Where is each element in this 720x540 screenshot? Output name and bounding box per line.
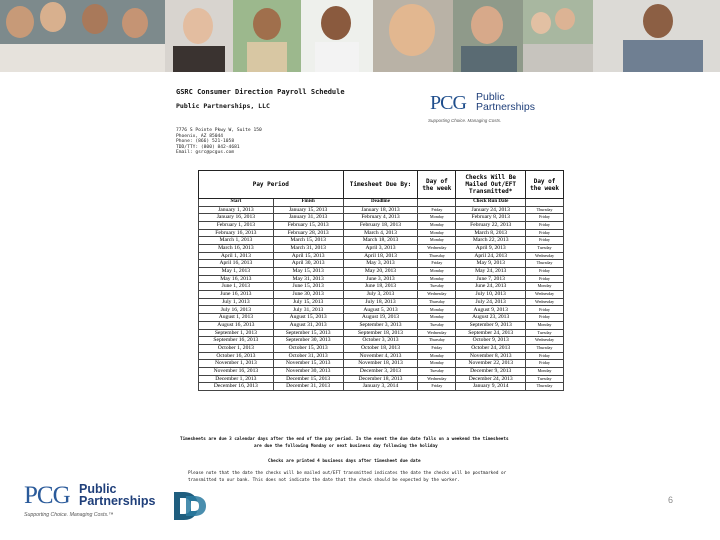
check-date-cell: December 9, 2013	[456, 367, 526, 375]
start-cell: March 1, 2013	[199, 237, 274, 245]
slide-number: 6	[668, 495, 674, 505]
document-title: GSRC Consumer Direction Payroll Schedule	[176, 88, 345, 96]
day-cell: Wednesday	[526, 298, 564, 306]
company-name: Public Partnerships, LLC	[176, 102, 270, 110]
photo-family	[523, 0, 593, 72]
table-row	[199, 337, 564, 345]
day-cell: Tuesday	[418, 283, 456, 291]
start-cell: October 1, 2013	[199, 344, 274, 352]
day-cell: Monday	[418, 237, 456, 245]
logo-brand	[476, 92, 556, 112]
day-cell: Thursday	[526, 344, 564, 352]
deadline-cell: December 18, 2013	[343, 375, 418, 383]
dd-logo-icon	[172, 490, 208, 522]
check-date-cell: February 8, 2013	[456, 214, 526, 222]
check-date-cell: September 9, 2013	[456, 321, 526, 329]
photo-man	[453, 0, 523, 72]
day-cell: Monday	[526, 367, 564, 375]
day-cell: Monday	[418, 352, 456, 360]
check-date-cell: July 10, 2013	[456, 291, 526, 299]
table-row	[199, 344, 564, 352]
day-cell: Wednesday	[526, 252, 564, 260]
day-cell: Wednesday	[526, 291, 564, 299]
check-date-cell: January 24, 2013	[456, 206, 526, 214]
finish-cell: May 31, 2013	[273, 275, 343, 283]
check-date-cell: July 24, 2013	[456, 298, 526, 306]
check-date-cell: April 9, 2013	[456, 244, 526, 252]
address-line: Phoenix, AZ 85044	[176, 133, 224, 139]
deadline-cell: July 3, 2013	[343, 291, 418, 299]
day-cell: Thursday	[418, 252, 456, 260]
deadline-cell: November 4, 2013	[343, 352, 418, 360]
check-date-cell: March 8, 2013	[456, 229, 526, 237]
address-line: Email: gsrc@pcgus.com	[176, 150, 235, 156]
check-date-cell: May 9, 2013	[456, 260, 526, 268]
finish-cell: September 30, 2013	[273, 337, 343, 345]
deadline-cell: October 3, 2013	[343, 337, 418, 345]
deadline-cell: December 3, 2013	[343, 367, 418, 375]
note-timesheet-due-cont: are due the following Monday or next business day following the holiday	[254, 444, 438, 449]
finish-cell: June 15, 2013	[273, 283, 343, 291]
day-cell: Friday	[526, 229, 564, 237]
finish-cell: January 15, 2013	[273, 206, 343, 214]
pcg-public-partnerships-logo	[24, 482, 156, 518]
photo-child	[373, 0, 453, 72]
check-date-cell: August 9, 2013	[456, 306, 526, 314]
start-cell: May 1, 2013	[199, 268, 274, 276]
start-cell: June 16, 2013	[199, 291, 274, 299]
table-row	[199, 221, 564, 229]
start-cell: March 16, 2013	[199, 244, 274, 252]
day-cell: Friday	[418, 260, 456, 268]
day-cell: Friday	[418, 344, 456, 352]
finish-cell: August 31, 2013	[273, 321, 343, 329]
deadline-cell: June 3, 2013	[343, 275, 418, 283]
table-row	[199, 229, 564, 237]
day-cell: Thursday	[526, 206, 564, 214]
finish-cell: August 15, 2013	[273, 314, 343, 322]
subheader-finish: Finish	[273, 199, 343, 207]
day-cell: Monday	[418, 221, 456, 229]
deadline-cell: July 18, 2013	[343, 298, 418, 306]
start-cell: February 16, 2013	[199, 229, 274, 237]
logo-pcg-text: PCG	[430, 92, 466, 114]
deadline-cell: March 18, 2013	[343, 237, 418, 245]
subheader-start: Start	[199, 199, 274, 207]
check-date-cell: November 22, 2013	[456, 360, 526, 368]
deadline-cell: June 18, 2013	[343, 283, 418, 291]
start-cell: October 16, 2013	[199, 352, 274, 360]
note-mailing-date: Please note that the date the checks will be mailed out/EFT transmitted indicates the date the checks will be postmarked or	[188, 471, 507, 476]
finish-cell: March 15, 2013	[273, 237, 343, 245]
check-date-cell: March 22, 2013	[456, 237, 526, 245]
deadline-cell: January 3, 2014	[343, 383, 418, 391]
check-date-cell: October 9, 2013	[456, 337, 526, 345]
photo-students	[0, 0, 165, 72]
check-date-cell: May 24, 2013	[456, 268, 526, 276]
start-cell: August 1, 2013	[199, 314, 274, 322]
finish-cell: February 28, 2013	[273, 229, 343, 237]
day-cell: Wednesday	[526, 337, 564, 345]
finish-cell: December 15, 2013	[273, 375, 343, 383]
table-row	[199, 329, 564, 337]
start-cell: February 1, 2013	[199, 221, 274, 229]
table-header-row	[199, 171, 564, 199]
day-cell: Friday	[526, 237, 564, 245]
header-pay-period: Pay Period	[199, 171, 344, 199]
table-row	[199, 314, 564, 322]
finish-cell: April 30, 2013	[273, 260, 343, 268]
logo-pcg-text: PCG	[24, 482, 70, 509]
deadline-cell: April 3, 2013	[343, 244, 418, 252]
day-cell: Wednesday	[418, 244, 456, 252]
day-cell: Tuesday	[526, 244, 564, 252]
table-row	[199, 298, 564, 306]
subheader-blank	[418, 199, 456, 207]
day-cell: Tuesday	[418, 321, 456, 329]
table-row	[199, 352, 564, 360]
header-timesheet-due: Timesheet Due By:	[343, 171, 418, 199]
table-row	[199, 214, 564, 222]
finish-cell: June 30, 2013	[273, 291, 343, 299]
day-cell: Tuesday	[418, 367, 456, 375]
check-date-cell: November 8, 2013	[456, 352, 526, 360]
address-line: Phone: (866) 521-1058	[176, 139, 235, 145]
finish-cell: November 15, 2013	[273, 360, 343, 368]
day-cell: Monday	[418, 360, 456, 368]
table-row	[199, 360, 564, 368]
check-date-cell: August 23, 2013	[456, 314, 526, 322]
table-row	[199, 268, 564, 276]
day-cell: Tuesday	[526, 329, 564, 337]
day-cell: Thursday	[526, 260, 564, 268]
day-cell: Monday	[418, 268, 456, 276]
day-cell: Friday	[526, 314, 564, 322]
note-checks-printed: Checks are printed 4 business days after timesheet due date	[268, 459, 421, 464]
deadline-cell: January 18, 2013	[343, 206, 418, 214]
day-cell: Friday	[526, 221, 564, 229]
deadline-cell: February 18, 2013	[343, 221, 418, 229]
day-cell: Monday	[418, 275, 456, 283]
start-cell: November 16, 2013	[199, 367, 274, 375]
check-date-cell: September 24, 2013	[456, 329, 526, 337]
subheader-check-run-date: Check Run Date	[456, 199, 526, 207]
table-row	[199, 206, 564, 214]
note-timesheet-due: Timesheets are due 3 calendar days after the end of the pay period. In the event the due date falls on a weekend the timesheets	[180, 437, 509, 442]
day-cell: Monday	[418, 306, 456, 314]
table-row	[199, 237, 564, 245]
day-cell: Friday	[526, 275, 564, 283]
start-cell: July 16, 2013	[199, 306, 274, 314]
deadline-cell: February 4, 2013	[343, 214, 418, 222]
day-cell: Wednesday	[418, 329, 456, 337]
day-cell: Thursday	[526, 383, 564, 391]
check-date-cell: October 24, 2013	[456, 344, 526, 352]
day-cell: Thursday	[418, 337, 456, 345]
start-cell: September 1, 2013	[199, 329, 274, 337]
check-date-cell: June 24, 2013	[456, 283, 526, 291]
address-line: TDD/TTY: (800) 842-4681	[176, 144, 240, 150]
check-date-cell: January 9, 2014	[456, 383, 526, 391]
start-cell: April 1, 2013	[199, 252, 274, 260]
deadline-cell: May 20, 2013	[343, 268, 418, 276]
deadline-cell: September 18, 2013	[343, 329, 418, 337]
table-row	[199, 244, 564, 252]
finish-cell: October 15, 2013	[273, 344, 343, 352]
deadline-cell: April 18, 2013	[343, 252, 418, 260]
day-cell: Friday	[526, 268, 564, 276]
header-day-of-week: Day of the week	[418, 171, 456, 199]
check-date-cell: June 7, 2013	[456, 275, 526, 283]
table-row	[199, 367, 564, 375]
table-row	[199, 306, 564, 314]
finish-cell: July 15, 2013	[273, 298, 343, 306]
payroll-schedule-document	[168, 82, 564, 488]
day-cell: Monday	[418, 214, 456, 222]
day-cell: Friday	[526, 306, 564, 314]
header-checks-mailed: Checks Will Be Mailed Out/EFT Transmitted*	[456, 171, 526, 199]
check-date-cell: February 22, 2013	[456, 221, 526, 229]
address-line: 7776 S Pointe Pkwy W, Suite 150	[176, 128, 262, 133]
start-cell: May 16, 2013	[199, 275, 274, 283]
logo-tagline: Supporting Choice. Managing Costs.	[428, 118, 502, 123]
table-row	[199, 375, 564, 383]
photo-woman	[165, 0, 233, 72]
day-cell: Wednesday	[418, 375, 456, 383]
payroll-schedule-table	[198, 170, 564, 391]
start-cell: September 16, 2013	[199, 337, 274, 345]
table-row	[199, 260, 564, 268]
logo-brand-line: Partnerships	[79, 494, 156, 508]
check-date-cell: December 24, 2013	[456, 375, 526, 383]
photo-boy	[233, 0, 301, 72]
subheader-blank	[526, 199, 564, 207]
table-row	[199, 283, 564, 291]
deadline-cell: May 3, 2013	[343, 260, 418, 268]
day-cell: Friday	[418, 383, 456, 391]
contact-address	[176, 128, 262, 156]
day-cell: Monday	[526, 321, 564, 329]
finish-cell: October 31, 2013	[273, 352, 343, 360]
table-row	[199, 383, 564, 391]
finish-cell: February 15, 2013	[273, 221, 343, 229]
finish-cell: January 31, 2013	[273, 214, 343, 222]
day-cell: Friday	[526, 214, 564, 222]
table-row	[199, 252, 564, 260]
day-cell: Friday	[526, 360, 564, 368]
table-subheader-row	[199, 199, 564, 207]
day-cell: Monday	[418, 314, 456, 322]
day-cell: Monday	[526, 283, 564, 291]
photo-banner	[0, 0, 720, 72]
day-cell: Friday	[418, 206, 456, 214]
deadline-cell: November 18, 2013	[343, 360, 418, 368]
deadline-cell: August 5, 2013	[343, 306, 418, 314]
finish-cell: July 31, 2013	[273, 306, 343, 314]
logo-brand	[79, 483, 155, 507]
logo-brand-line: Public	[79, 482, 117, 496]
finish-cell: March 31, 2013	[273, 244, 343, 252]
note-mailing-date-cont: transmitted to our bank. This does not indicate the date that the check should be expected by the worker.	[188, 478, 460, 483]
logo-tagline: Supporting Choice. Managing Costs.™	[24, 512, 114, 518]
table-row	[199, 291, 564, 299]
deadline-cell: August 19, 2013	[343, 314, 418, 322]
start-cell: December 1, 2013	[199, 375, 274, 383]
start-cell: January 1, 2013	[199, 206, 274, 214]
header-day-of-week-2: Day of the week	[526, 171, 564, 199]
start-cell: January 16, 2013	[199, 214, 274, 222]
table-row	[199, 321, 564, 329]
start-cell: June 1, 2013	[199, 283, 274, 291]
table-row	[199, 275, 564, 283]
deadline-cell: October 18, 2013	[343, 344, 418, 352]
start-cell: November 1, 2013	[199, 360, 274, 368]
logo-brand-line: Partnerships	[476, 101, 535, 113]
photo-girl	[301, 0, 373, 72]
deadline-cell: September 3, 2013	[343, 321, 418, 329]
start-cell: December 16, 2013	[199, 383, 274, 391]
deadline-cell: March 4, 2013	[343, 229, 418, 237]
pcg-logo-small	[428, 91, 535, 123]
start-cell: August 16, 2013	[199, 321, 274, 329]
check-date-cell: April 24, 2013	[456, 252, 526, 260]
day-cell: Monday	[418, 229, 456, 237]
start-cell: July 1, 2013	[199, 298, 274, 306]
finish-cell: November 30, 2013	[273, 367, 343, 375]
logo-brand-line: Public	[476, 91, 505, 103]
finish-cell: May 15, 2013	[273, 268, 343, 276]
finish-cell: December 31, 2013	[273, 383, 343, 391]
photo-woman-laptop	[593, 0, 720, 72]
day-cell: Tuesday	[526, 375, 564, 383]
finish-cell: September 15, 2013	[273, 329, 343, 337]
day-cell: Friday	[526, 352, 564, 360]
start-cell: April 16, 2013	[199, 260, 274, 268]
day-cell: Wednesday	[418, 291, 456, 299]
day-cell: Thursday	[418, 298, 456, 306]
finish-cell: April 15, 2013	[273, 252, 343, 260]
subheader-deadline: Deadline	[343, 199, 418, 207]
